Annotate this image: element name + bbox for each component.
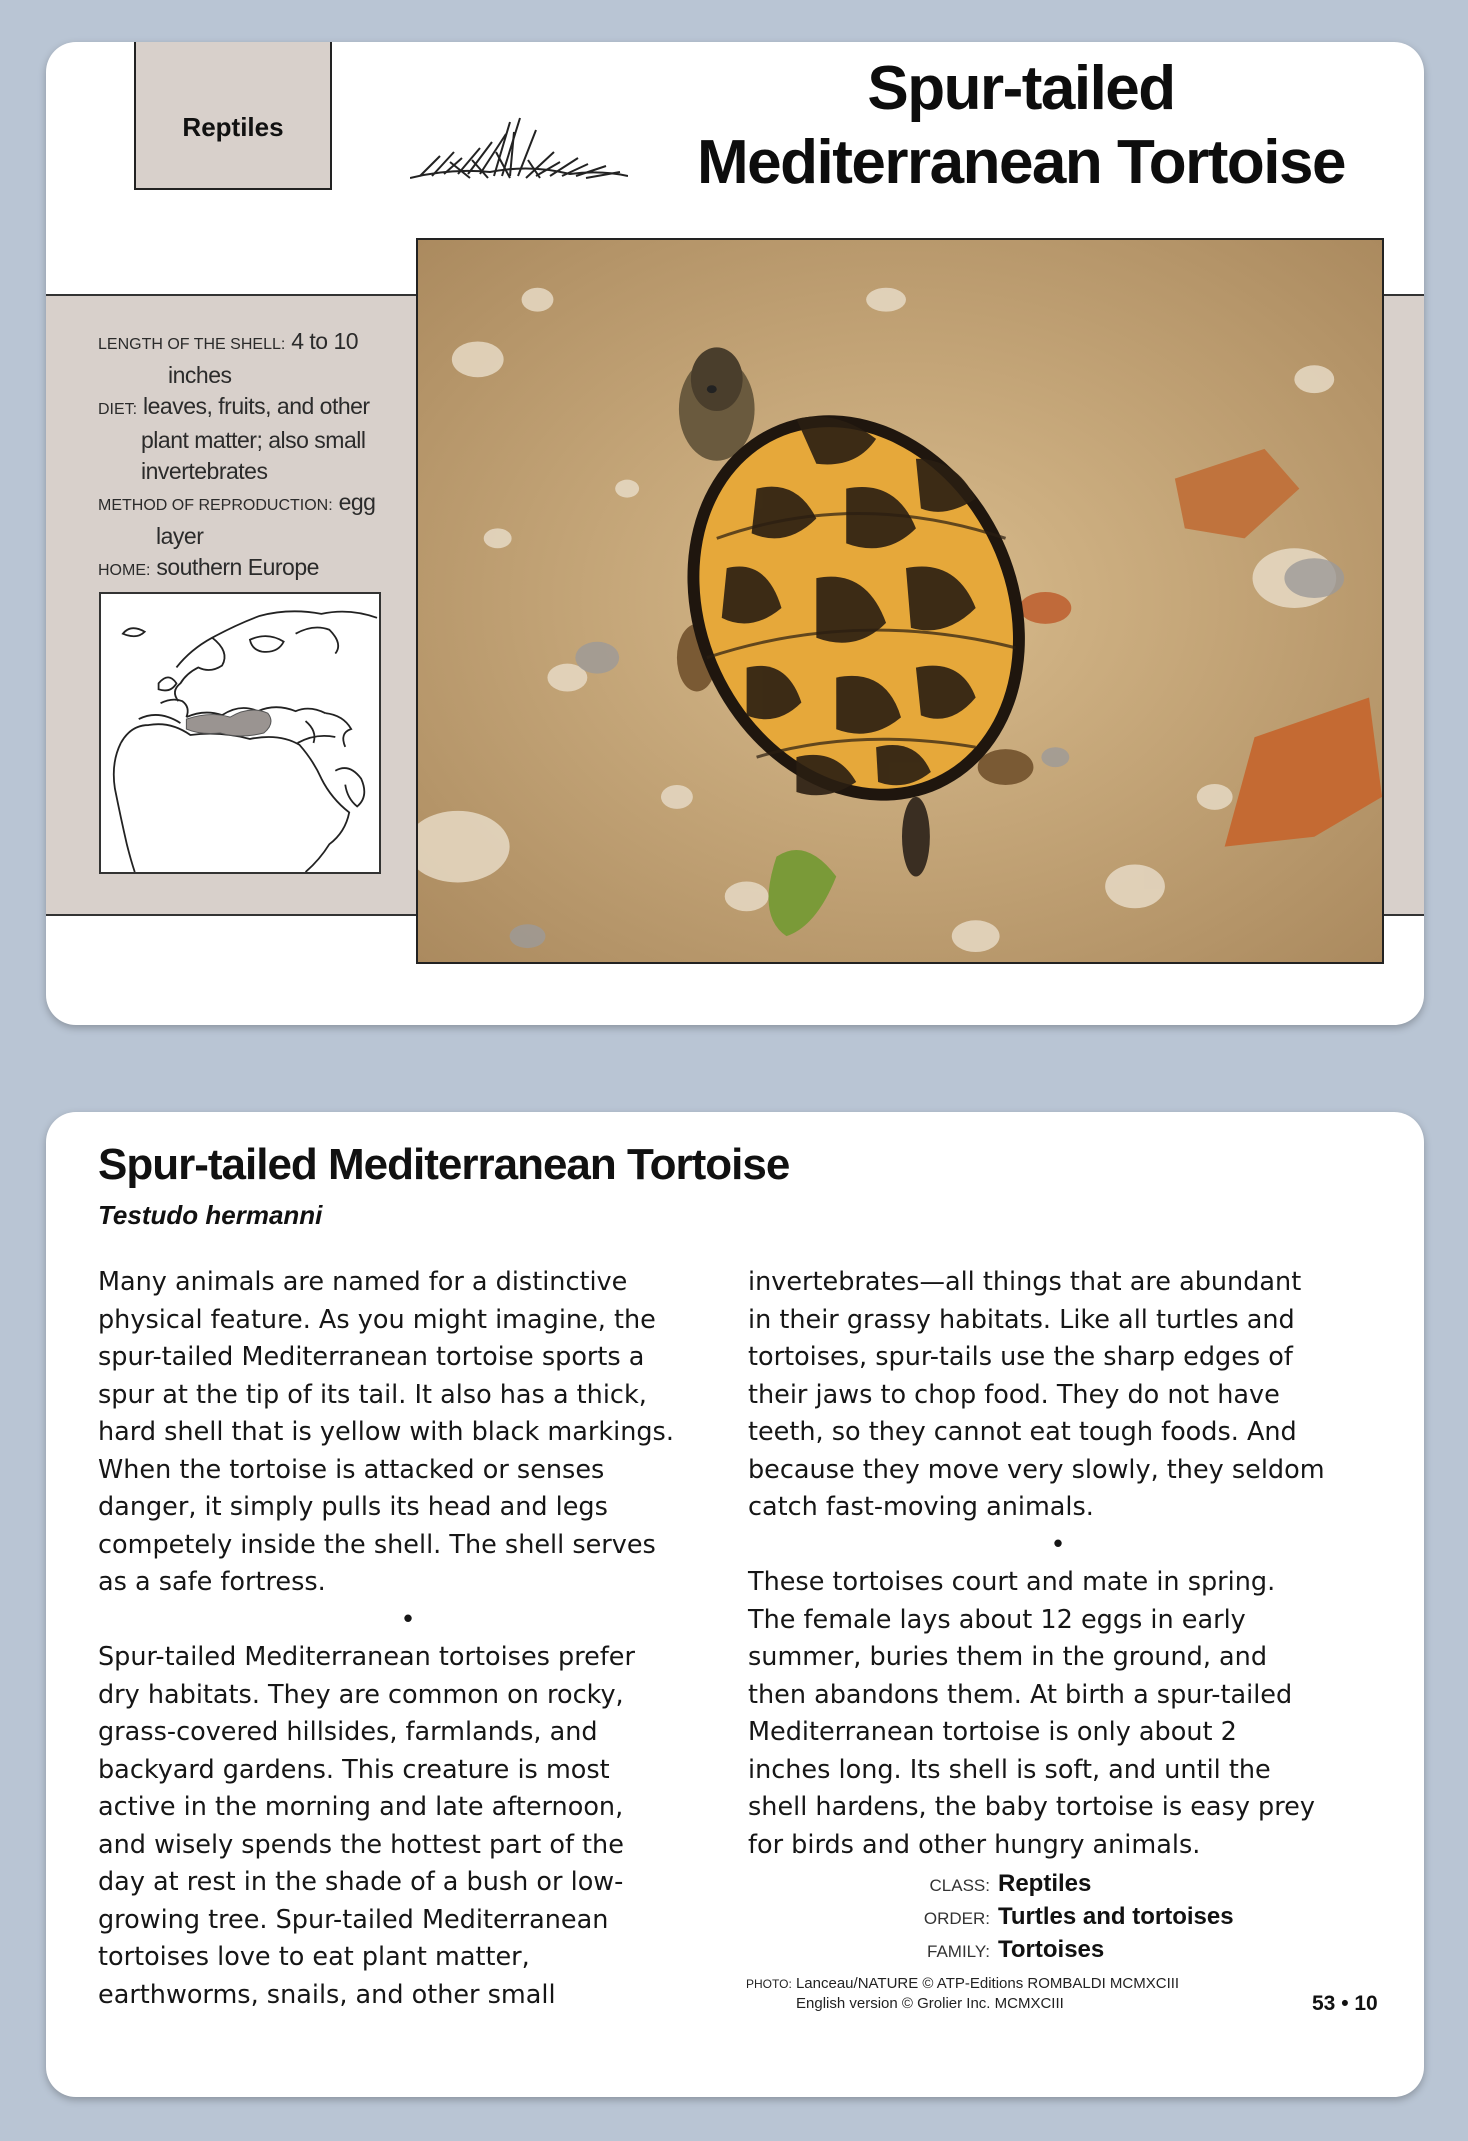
fact-value: invertebrates [141,458,268,484]
fact-value: plant matter; also small [141,427,366,453]
text-line: because they move very slowly, they seldom [748,1454,1325,1485]
text-line: teeth, so they cannot eat tough foods. And [748,1417,1297,1447]
text-line: grass-covered hillsides, farmlands, and [98,1717,598,1747]
scientific-name: Testudo hermanni [98,1200,323,1230]
class-value: Reptiles [998,1870,1092,1897]
fact-value: layer [156,523,204,549]
fact-shell-length [98,326,418,360]
fact-reproduction [98,487,418,521]
credit-line-1: Lanceau/NATURE © ATP-Editions ROMBALDI MCMXCIII [795,1975,1180,1992]
grass-illustration [410,112,628,192]
text-line: competely inside the shell. The shell serves [98,1529,656,1560]
back-card [46,1112,1424,2097]
title-line-2: Mediterranean Tortoise [696,128,1345,197]
order-value: Turtles and tortoises [998,1903,1234,1930]
text-line: and wisely spends the hottest part of the [98,1829,624,1860]
order-label: ORDER: [923,1909,990,1928]
text-column-left [98,1264,718,2014]
fact-label: LENGTH OF THE SHELL: [98,336,286,353]
fact-list [98,326,418,586]
fact-value: inches [168,362,232,388]
text-line: summer, buries them in the ground, and [748,1642,1268,1672]
tortoise-photo [416,238,1384,964]
text-line: dry habitats. They are common on rocky, [98,1679,624,1710]
text-line: hard shell that is yellow with black markings. [98,1417,674,1447]
text-line: for birds and other hungry animals. [748,1829,1201,1860]
card-title [636,52,1406,200]
card-number: 53 • 10 [1312,1992,1378,2015]
text-line: growing tree. Spur-tailed Mediterranean [98,1904,609,1935]
text-line: earthworms, snails, and other small [98,1979,556,2010]
classification-block [918,1868,1234,1967]
title-line-1: Spur-tailed [867,54,1175,123]
order-row [918,1901,1234,1934]
text-line: These tortoises court and mate in spring. [748,1567,1276,1597]
text-line: tortoises, spur-tails use the sharp edges of [748,1342,1293,1372]
fact-home [98,552,418,586]
fact-value: 4 to 10 [291,328,359,354]
class-row [918,1868,1234,1901]
fact-label: DIET: [98,401,138,418]
category-label: Reptiles [182,111,284,142]
front-card [46,42,1424,1025]
text-line: shell hardens, the baby tortoise is easy prey [748,1792,1315,1822]
text-line: spur-tailed Mediterranean tortoise sports a [98,1342,645,1372]
back-title: Spur-tailed Mediterranean Tortoise [98,1140,790,1189]
class-label: CLASS: [929,1876,990,1895]
category-box [134,42,332,190]
text-line: physical feature. As you might imagine, the [98,1304,656,1335]
text-line: catch fast-moving animals. [748,1492,1094,1522]
text-line: in their grassy habitats. Like all turtles and [748,1304,1295,1335]
text-line: invertebrates—all things that are abundant [748,1267,1302,1297]
fact-value: leaves, fruits, and other [143,393,370,419]
range-map [99,592,381,874]
credit-line-2: English version © Grolier Inc. MCMXCIII [796,1995,1064,2012]
paragraph-separator: • [1050,1529,1066,1560]
family-row [918,1934,1234,1967]
text-line: danger, it simply pulls its head and legs [98,1492,608,1522]
text-line: as a safe fortress. [98,1567,326,1597]
text-line: backyard gardens. This creature is most [98,1754,610,1785]
fact-diet [98,391,418,425]
text-line: When the tortoise is attacked or senses [98,1454,605,1485]
text-line: inches long. Its shell is soft, and until the [748,1754,1271,1785]
fact-label: METHOD OF REPRODUCTION: [98,497,333,514]
text-line: Many animals are named for a distinctive [98,1267,628,1297]
fact-label: HOME: [98,562,151,579]
family-value: Tortoises [998,1936,1105,1963]
paragraph-separator: • [400,1604,416,1635]
photo-credit [746,1974,1179,2014]
text-line: Mediterranean tortoise is only about 2 [748,1717,1237,1747]
text-line: The female lays about 12 eggs in early [748,1604,1246,1635]
fact-value: egg [338,489,376,515]
text-column-right [748,1264,1368,1864]
text-line: then abandons them. At birth a spur-tailed [748,1679,1293,1710]
text-line: day at rest in the shade of a bush or low- [98,1867,624,1897]
text-line: tortoises love to eat plant matter, [98,1942,530,1972]
credit-label: PHOTO: [746,1977,792,1991]
fact-value: southern Europe [156,554,319,580]
text-line: active in the morning and late afternoon, [98,1792,624,1822]
text-line: spur at the tip of its tail. It also has a thick, [98,1379,647,1410]
text-line: Spur-tailed Mediterranean tortoises prefer [98,1642,635,1672]
text-line: their jaws to chop food. They do not have [748,1379,1280,1410]
family-label: FAMILY: [927,1942,990,1961]
